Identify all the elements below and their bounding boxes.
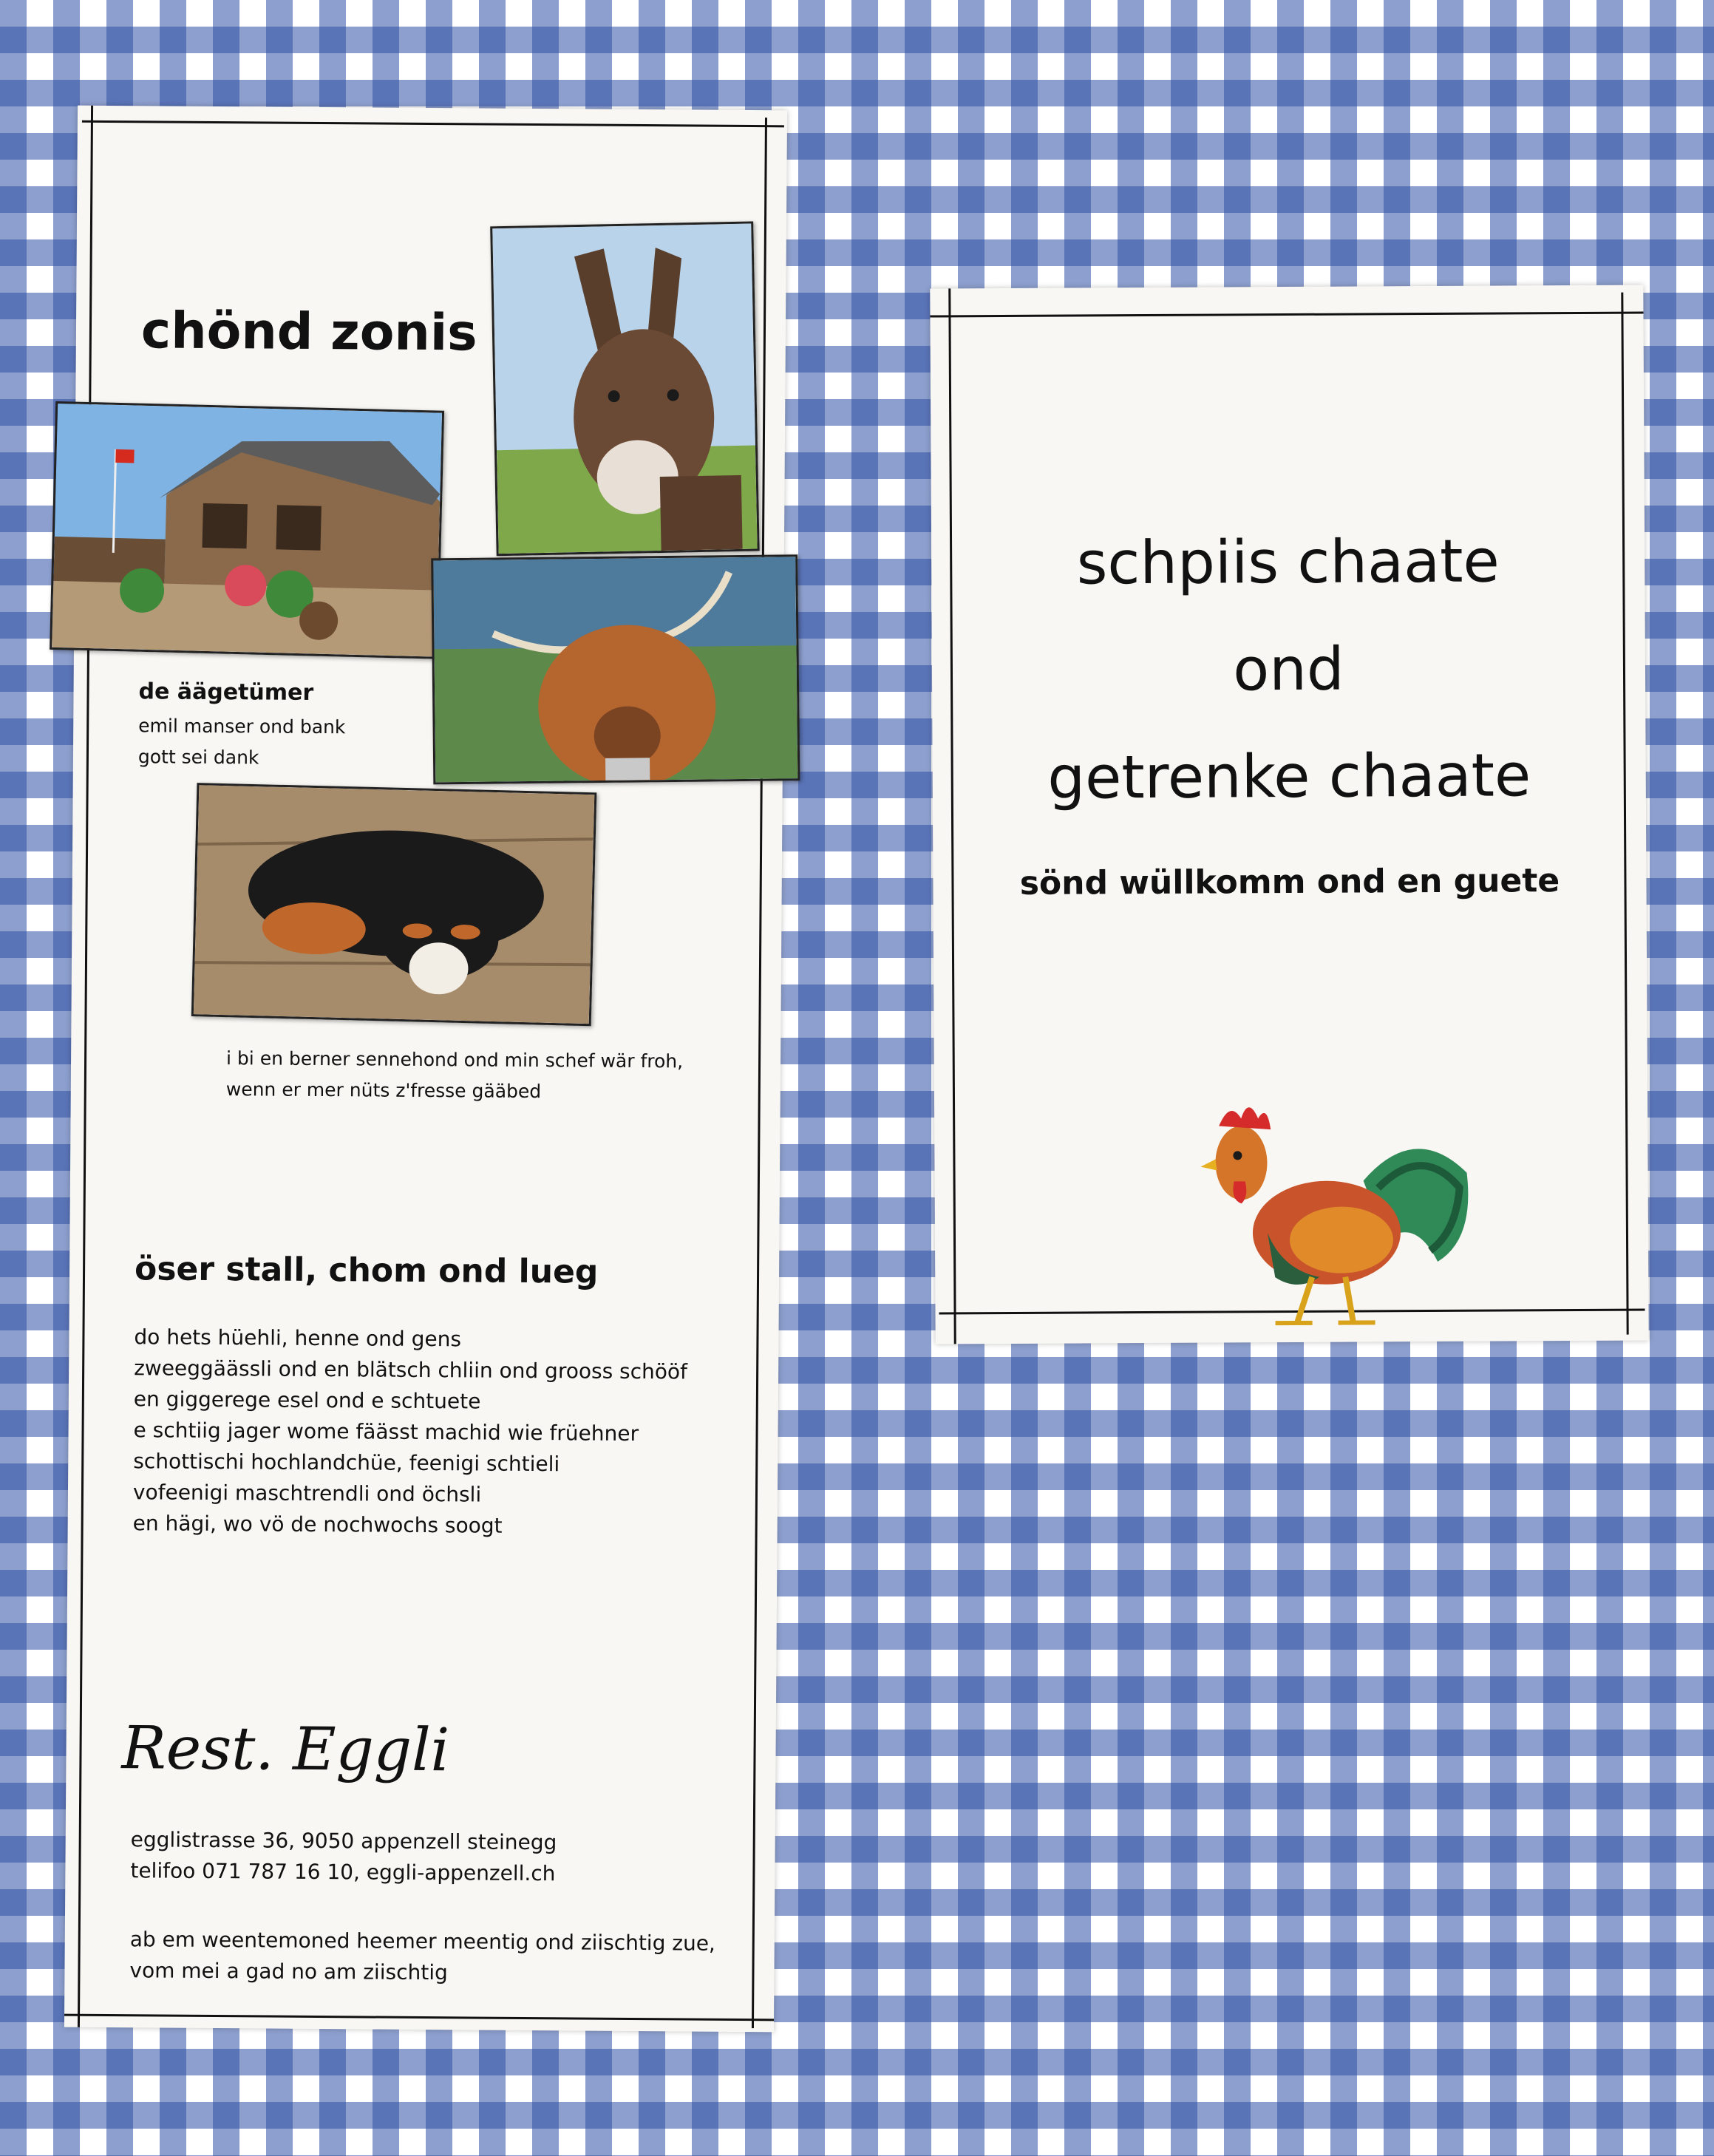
bernese-dog-image [194, 785, 594, 1024]
farmhouse-image [52, 404, 442, 657]
stall-line-5: schottischi hochlandchüe, feenigi schtieli [133, 1449, 560, 1477]
farmhouse-photo [50, 401, 444, 659]
menu-title-line-1: schpiis chaate [1076, 526, 1500, 598]
stall-line-1: do hets hüehli, henne ond gens [134, 1324, 462, 1352]
highland-cow-image [433, 557, 798, 782]
left-panel [64, 106, 787, 2033]
menu-title [931, 506, 1646, 832]
frame-line-top [82, 120, 784, 128]
menu-title-line-2: ond [1233, 634, 1344, 704]
contact-address: egglistrasse 36, 9050 appenzell steinegg [130, 1827, 557, 1855]
donkey-photo [490, 221, 759, 556]
highland-cow-photo [431, 554, 800, 784]
bernese-dog-photo [191, 783, 597, 1026]
rooster-illustration [1171, 1092, 1483, 1337]
frame-line-top [930, 311, 1643, 317]
restaurant-logo: Rest. Eggli [121, 1713, 450, 1785]
dog-caption-line-1: i bi en berner sennehond ond min schef wär froh, [225, 1047, 684, 1072]
stall-line-4: e schtiig jager wome fäässt machid wie früehner [133, 1418, 639, 1446]
dog-caption-line-2: wenn er mer nüts z'fresse gääbed [225, 1078, 542, 1103]
stall-line-6: vofeenigi maschtrendli ond öchsli [132, 1480, 482, 1507]
frame-line-bottom [64, 2014, 774, 2021]
hours-line-2: vom mei a gad no am ziischtig [129, 1958, 448, 1985]
owner-caption-title: de äägetümer [138, 679, 314, 706]
stall-heading: öser stall, chom ond lueg [134, 1250, 599, 1291]
stall-line-7: en hägi, wo vö de nochwochs soogt [132, 1511, 503, 1538]
stall-description [133, 1322, 688, 1543]
animals-heading: chönd zonis [140, 302, 477, 363]
welcome-text: sönd wüllkomm ond en guete [1019, 862, 1560, 902]
frame-line-left [78, 106, 93, 2027]
contact-phone-web: telifoo 071 787 16 10, eggli-appenzell.ch [130, 1858, 556, 1886]
stall-line-3: en giggerege esel ond e schtuete [133, 1387, 481, 1414]
owner-caption-line-2: gott sei dank [137, 746, 259, 769]
right-panel [930, 285, 1648, 1344]
hours-line-1: ab em weentemoned heemer meentig ond ziischtig zue, [129, 1927, 716, 1956]
stall-line-2: zweeggäässli ond en blätsch chliin ond grooss schööf [134, 1356, 688, 1384]
donkey-image [492, 224, 757, 554]
rooster-icon [1171, 1092, 1483, 1337]
owner-caption-line-1: emil manser ond bank [138, 715, 346, 738]
menu-title-line-3: getrenke chaate [1047, 741, 1531, 812]
